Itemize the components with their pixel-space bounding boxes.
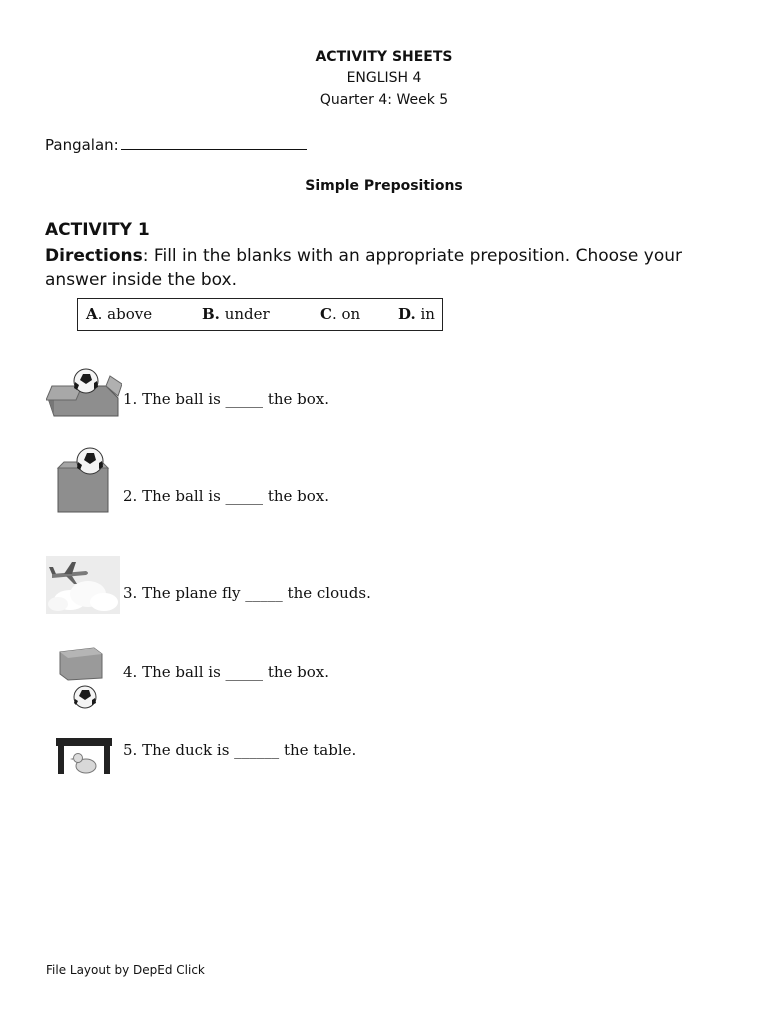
subject-label: ENGLISH 4 (346, 70, 422, 86)
ball-in-box-icon (46, 368, 122, 420)
choice-letter: C (320, 305, 332, 323)
activity-title: ACTIVITY 1 (45, 220, 150, 240)
name-field (45, 135, 307, 154)
quarter-label: Quarter 4: Week 5 (319, 92, 449, 108)
question-item-1 (46, 368, 446, 428)
question-item-4 (46, 644, 446, 704)
question-text: 3. The plane fly _____ the clouds. (123, 584, 371, 602)
directions (45, 244, 725, 292)
question-text: 4. The ball is _____ the box. (123, 663, 330, 681)
choice-word: under (224, 305, 270, 323)
question-item-5 (46, 736, 446, 796)
choice-d (398, 305, 435, 323)
directions-text: : Fill in the blanks with an appropriate preposition. Choose your answer inside the box. (45, 246, 682, 290)
ball-under-box-icon (46, 644, 122, 712)
question-text: 2. The ball is _____ the box. (123, 487, 330, 505)
choice-word: in (420, 305, 435, 323)
question-text: 5. The duck is ______ the table. (123, 741, 357, 759)
choice-letter: B. (202, 305, 220, 323)
choice-a (86, 305, 152, 323)
choice-c (320, 305, 360, 323)
plane-above-clouds-icon (46, 556, 122, 614)
name-label: Pangalan: (45, 136, 119, 154)
question-item-2 (46, 446, 446, 506)
ball-on-box-icon (46, 446, 122, 516)
topic-heading: Simple Prepositions (305, 178, 463, 194)
choice-b (202, 305, 270, 323)
duck-under-table-icon (46, 736, 122, 778)
name-blank (121, 135, 307, 150)
choice-word: . above (97, 305, 153, 323)
question-text: 1. The ball is _____ the box. (123, 390, 330, 408)
sheet-title: ACTIVITY SHEETS (315, 49, 453, 65)
footer-credit: File Layout by DepEd Click (46, 963, 205, 977)
directions-label: Directions (45, 246, 143, 266)
choice-letter: A (86, 305, 98, 323)
question-item-3 (46, 556, 446, 616)
choice-word: . on (331, 305, 361, 323)
choices-box (77, 298, 443, 331)
choice-letter: D. (398, 305, 416, 323)
